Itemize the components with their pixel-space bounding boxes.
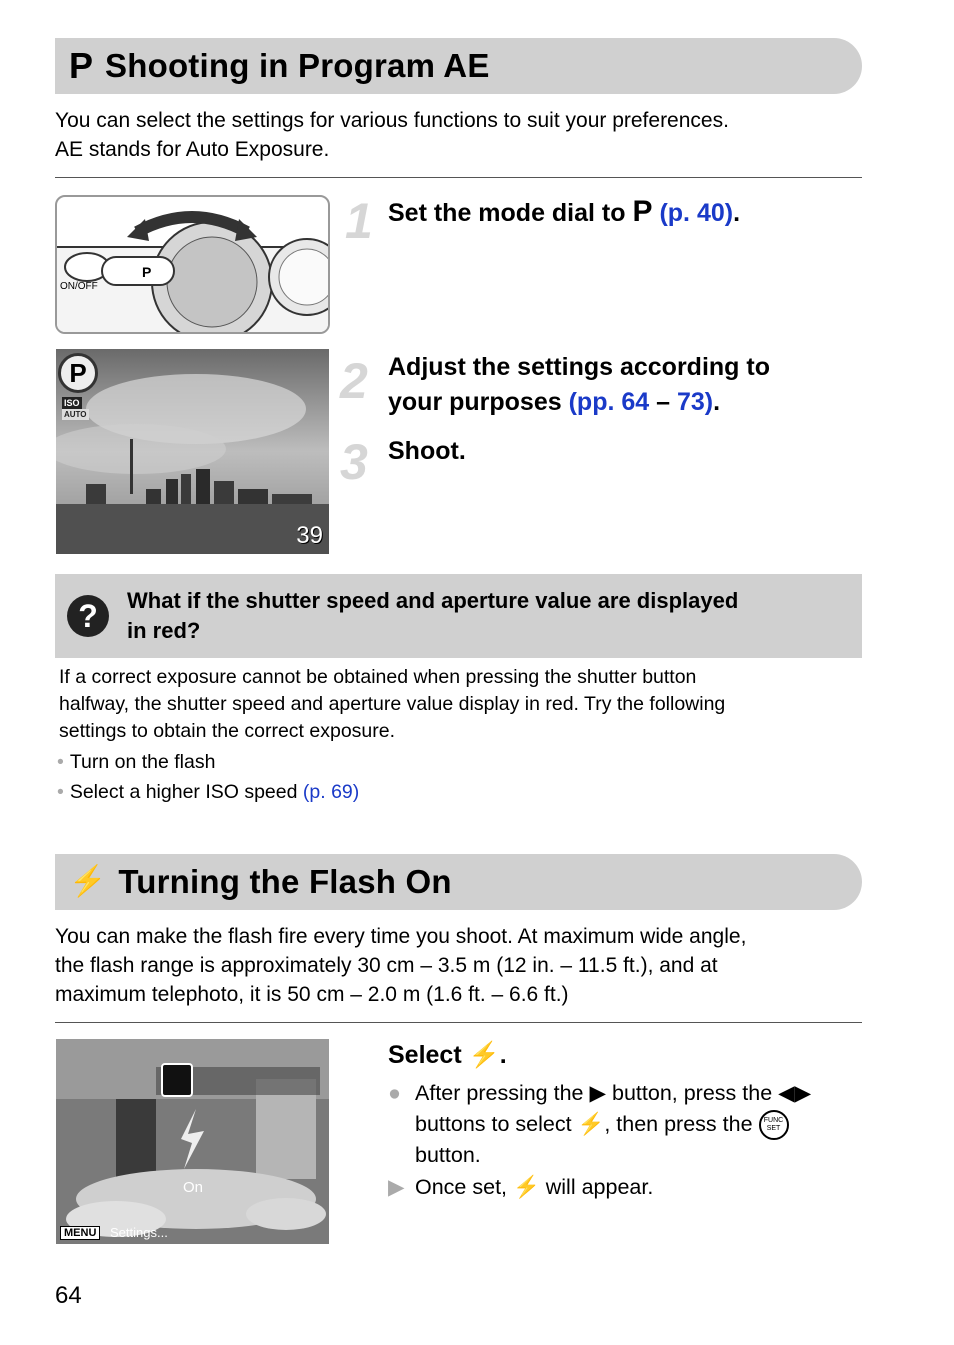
callout-title: What if the shutter speed and aperture value are displayed in red? <box>127 588 739 643</box>
divider <box>55 1022 862 1023</box>
flash-icon: ⚡ <box>69 865 107 898</box>
flash-on-label: On <box>183 1179 204 1196</box>
section-intro: You can make the flash fire every time you shoot. At maximum wide angle, the flash range is approximately 30 cm – 3.5 m (12 in. – 11.5 ft.), and at maximum telephoto, it is 50 cm – 2.0 m (1.6 ft. – 6.6 ft.) <box>55 925 747 1006</box>
page-link[interactable]: (p. 40) <box>659 199 734 227</box>
program-mode-badge: P <box>58 353 98 393</box>
page-link[interactable]: (pp. 64 <box>568 388 650 416</box>
iso-value: AUTO <box>64 410 87 419</box>
lcd-city-screen <box>56 349 329 554</box>
svg-text:ON/OFF: ON/OFF <box>60 281 98 292</box>
bullet-item: • Turn on the flash <box>57 751 216 773</box>
mode-dial-illustration <box>55 195 330 334</box>
left-right-arrows-icon: ◀▶ <box>778 1081 812 1105</box>
flash-icon: ⚡ <box>468 1041 500 1069</box>
svg-text:P: P <box>142 264 152 280</box>
step-2-text: Adjust the settings according to your purposes (pp. 64 – 73). <box>388 353 770 416</box>
page-link[interactable]: 73) <box>676 388 714 416</box>
section-intro: You can select the settings for various functions to suit your preferences. AE stands for Auto Exposure. <box>55 109 729 161</box>
program-mode-icon: P <box>632 195 653 228</box>
section-header-flash <box>55 854 862 910</box>
camera-top-svg <box>57 197 330 334</box>
step-number-2: 2 <box>340 353 368 409</box>
bullet-dot-icon: • <box>57 781 64 803</box>
flash-icon: ⚡ <box>513 1175 540 1199</box>
func-set-icon: FUNC SET <box>759 1110 789 1140</box>
program-mode-icon: P <box>69 45 94 86</box>
section-title: Turning the Flash On <box>118 863 452 900</box>
menu-button-label: MENU <box>60 1226 100 1240</box>
flash-icon: ⚡ <box>577 1112 605 1136</box>
right-arrow-icon: ▶ <box>589 1081 607 1105</box>
settings-label: Settings... <box>110 1225 168 1240</box>
step-3-text: Shoot. <box>388 437 466 465</box>
bullet-item: • Select a higher ISO speed (p. 69) <box>57 781 360 803</box>
instruction-item: ● After pressing the ▶ button, press the ◀▶ buttons to select ⚡, then press the FUNC SET button. <box>388 1078 858 1171</box>
step-1-text: Set the mode dial to P (p. 40). <box>388 195 741 228</box>
faq-callout <box>55 574 862 658</box>
restaurant-svg <box>56 1039 329 1244</box>
shots-remaining: 39 <box>296 522 323 549</box>
city-skyline-svg <box>56 349 329 554</box>
select-flash-title: Select ⚡. <box>388 1041 507 1069</box>
iso-label: ISO <box>64 398 80 408</box>
section-title: Shooting in Program AE <box>105 47 490 84</box>
lcd-flash-screen <box>56 1039 329 1244</box>
circle-bullet-icon: ● <box>388 1081 401 1105</box>
divider <box>55 177 862 178</box>
arrow-bullet-icon: ▶ <box>388 1175 405 1199</box>
step-number-3: 3 <box>340 434 368 490</box>
callout-body: If a correct exposure cannot be obtained when pressing the shutter button halfway, the shutter speed and aperture value display in red. Try the following settings to obtain the correct exposure. <box>59 666 726 742</box>
result-item: ▶ Once set, ⚡ will appear. <box>388 1172 858 1203</box>
page-number: 64 <box>55 1282 82 1309</box>
section-header-program-ae <box>55 38 862 94</box>
question-icon: ? <box>67 595 109 637</box>
step-number-1: 1 <box>345 193 373 249</box>
bullet-dot-icon: • <box>57 751 64 773</box>
page-link[interactable]: (p. 69) <box>302 781 360 803</box>
